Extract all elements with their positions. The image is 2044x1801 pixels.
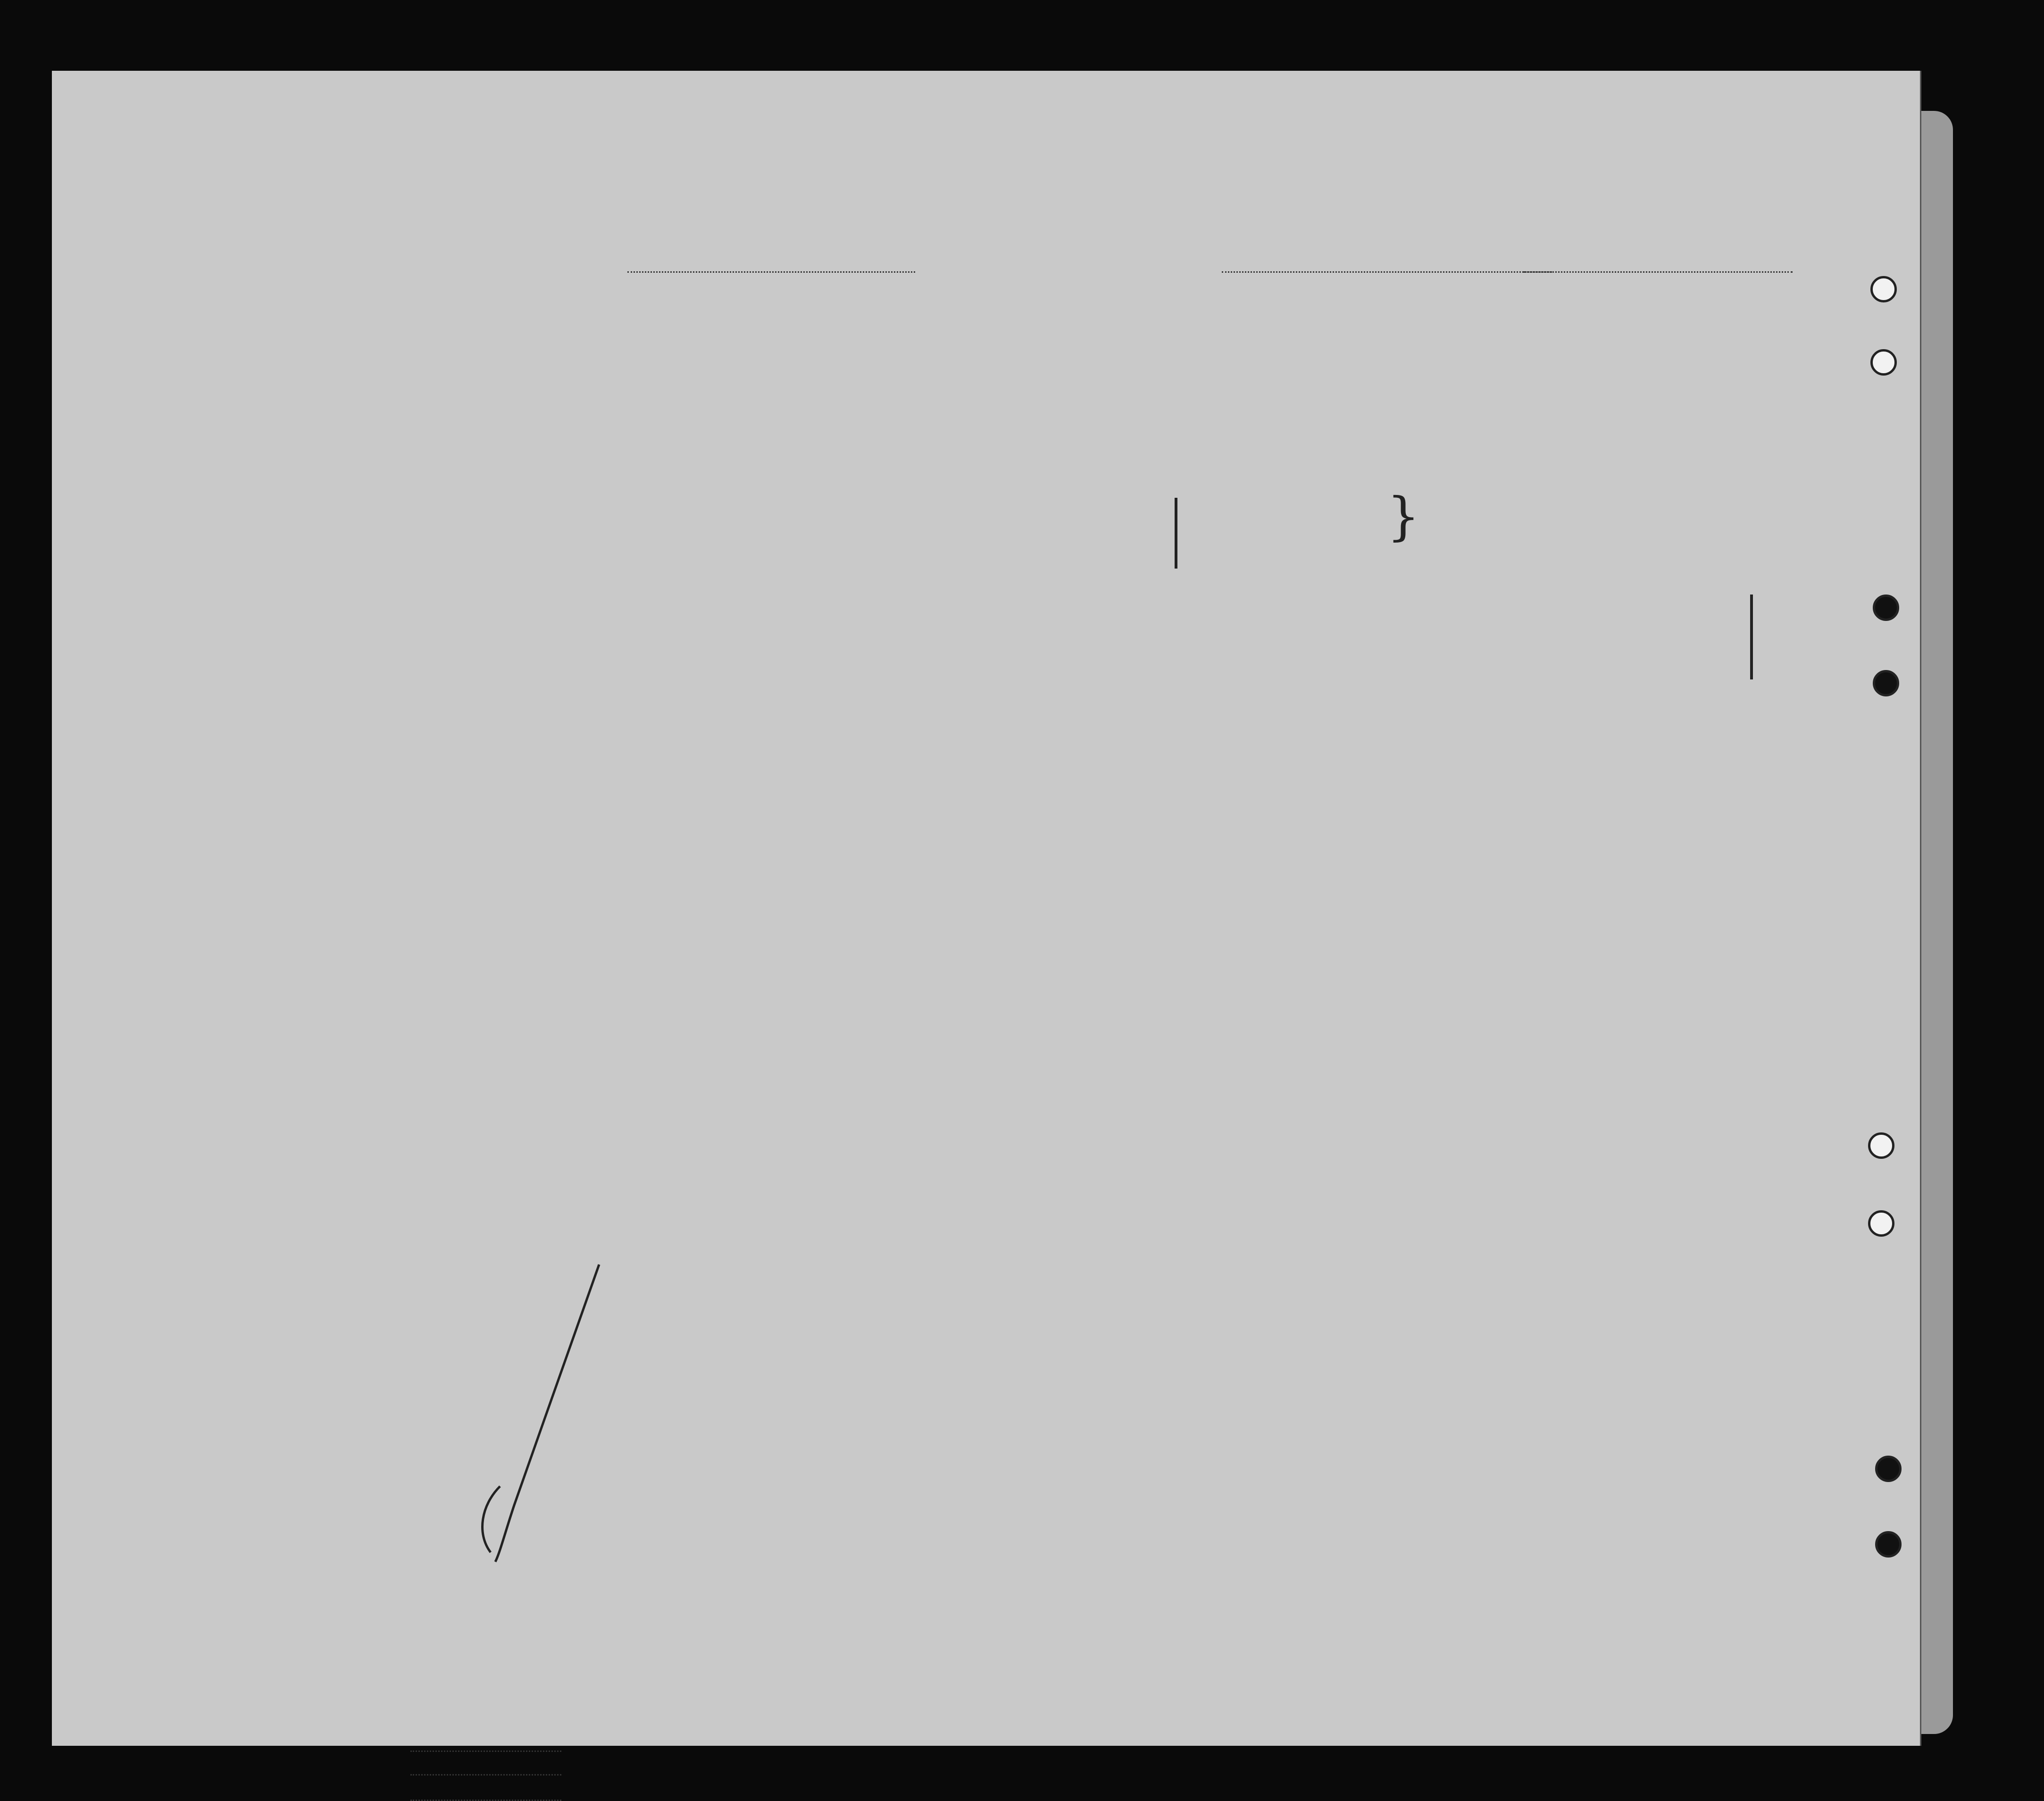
visa-brace: }	[1387, 486, 1420, 546]
check-mark	[443, 1260, 623, 1566]
sheet-edge	[1920, 111, 1953, 1734]
us-citizens-line	[410, 1774, 561, 1776]
binder-hole	[1873, 670, 1899, 696]
birth-bracket	[1175, 498, 1177, 569]
grid-lines	[52, 71, 1920, 1746]
residence-bracket	[1750, 595, 1753, 679]
binder-hole	[1875, 1456, 1902, 1482]
binder-hole	[1870, 276, 1897, 302]
binder-hole	[1868, 1132, 1894, 1159]
binder-hole	[1873, 595, 1899, 621]
manifest-sheet	[52, 71, 1921, 1746]
binder-hole	[1875, 1531, 1902, 1558]
binder-hole	[1868, 1210, 1894, 1237]
total-passengers-line	[410, 1751, 561, 1752]
binder-hole	[1870, 349, 1897, 376]
